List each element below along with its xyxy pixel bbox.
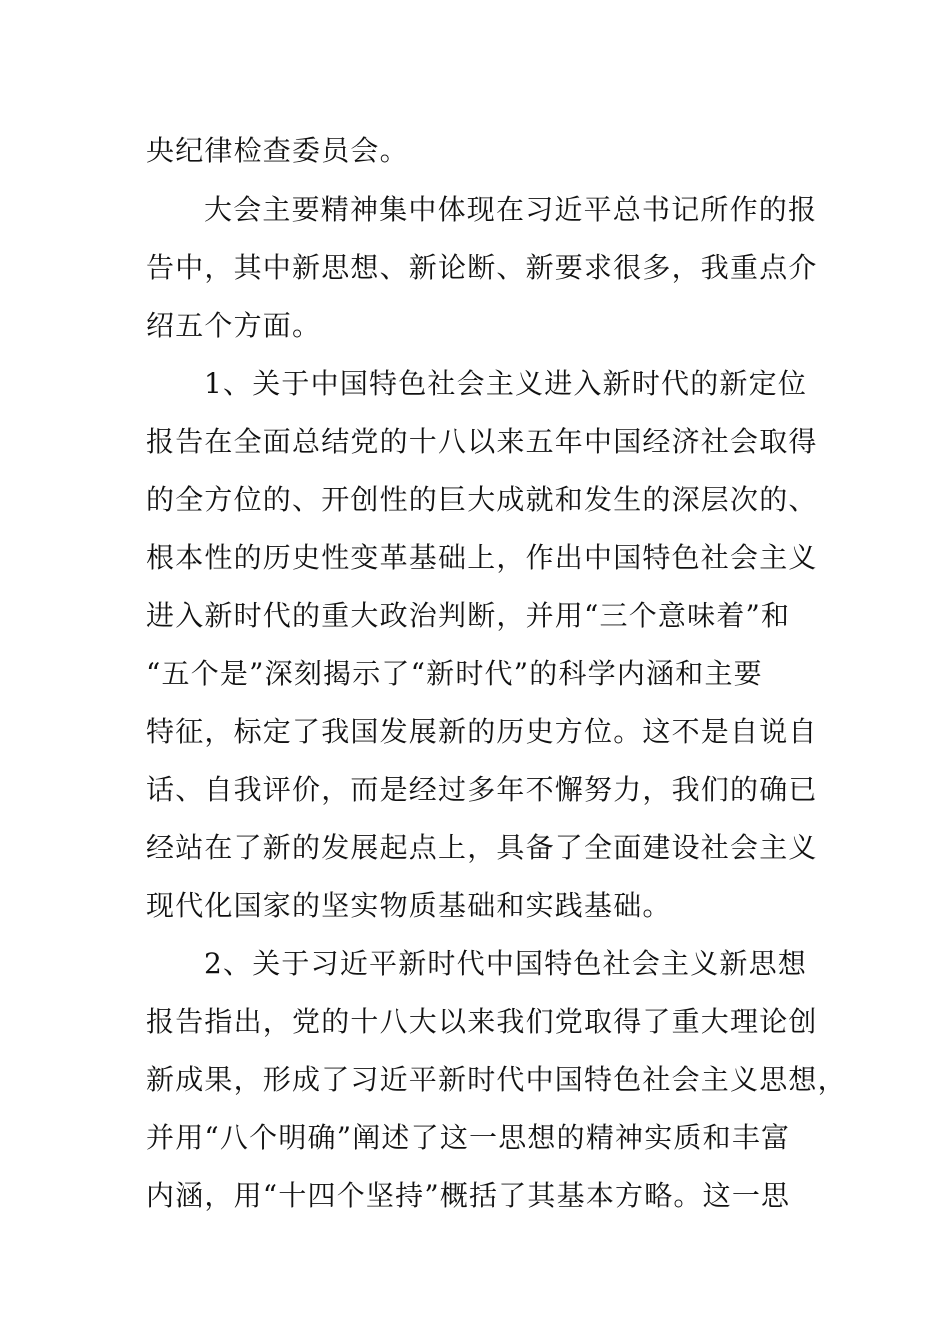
section-1-line-5: “五个是”深刻揭示了“新时代”的科学内涵和主要 [146, 657, 763, 690]
section-2-line-4: 内涵，用“十四个坚持”概括了其基本方略。这一思 [146, 1179, 791, 1212]
section-2-heading: 2、关于习近平新时代中国特色社会主义新思想 [204, 947, 808, 980]
section-2-line-3: 并用“八个明确”阐述了这一思想的精神实质和丰富 [146, 1121, 791, 1154]
section-1-line-2: 的全方位的、开创性的巨大成就和发生的深层次的、 [146, 483, 818, 516]
section-1-line-6: 特征，标定了我国发展新的历史方位。这不是自说自 [146, 715, 818, 748]
section-1-line-1: 报告在全面总结党的十八以来五年中国经济社会取得 [146, 425, 818, 458]
paragraph-intro-line-3: 绍五个方面。 [146, 309, 322, 342]
section-2-line-1: 报告指出，党的十八大以来我们党取得了重大理论创 [146, 1005, 818, 1038]
section-1-line-9: 现代化国家的坚实物质基础和实践基础。 [146, 889, 672, 922]
text-line-1: 央纪律检查委员会。 [146, 134, 409, 167]
paragraph-intro-line-1: 大会主要精神集中体现在习近平总书记所作的报 [204, 193, 818, 226]
section-1-line-7: 话、自我评价，而是经过多年不懈努力，我们的确已 [146, 773, 818, 806]
section-2-line-2: 新成果，形成了习近平新时代中国特色社会主义思想， [146, 1063, 847, 1096]
section-1-line-8: 经站在了新的发展起点上，具备了全面建设社会主义 [146, 831, 818, 864]
section-1-heading: 1、关于中国特色社会主义进入新时代的新定位 [204, 367, 808, 400]
paragraph-intro-line-2: 告中，其中新思想、新论断、新要求很多，我重点介 [146, 251, 818, 284]
section-1-line-3: 根本性的历史性变革基础上，作出中国特色社会主义 [146, 541, 818, 574]
section-1-line-4: 进入新时代的重大政治判断，并用“三个意味着”和 [146, 599, 791, 632]
